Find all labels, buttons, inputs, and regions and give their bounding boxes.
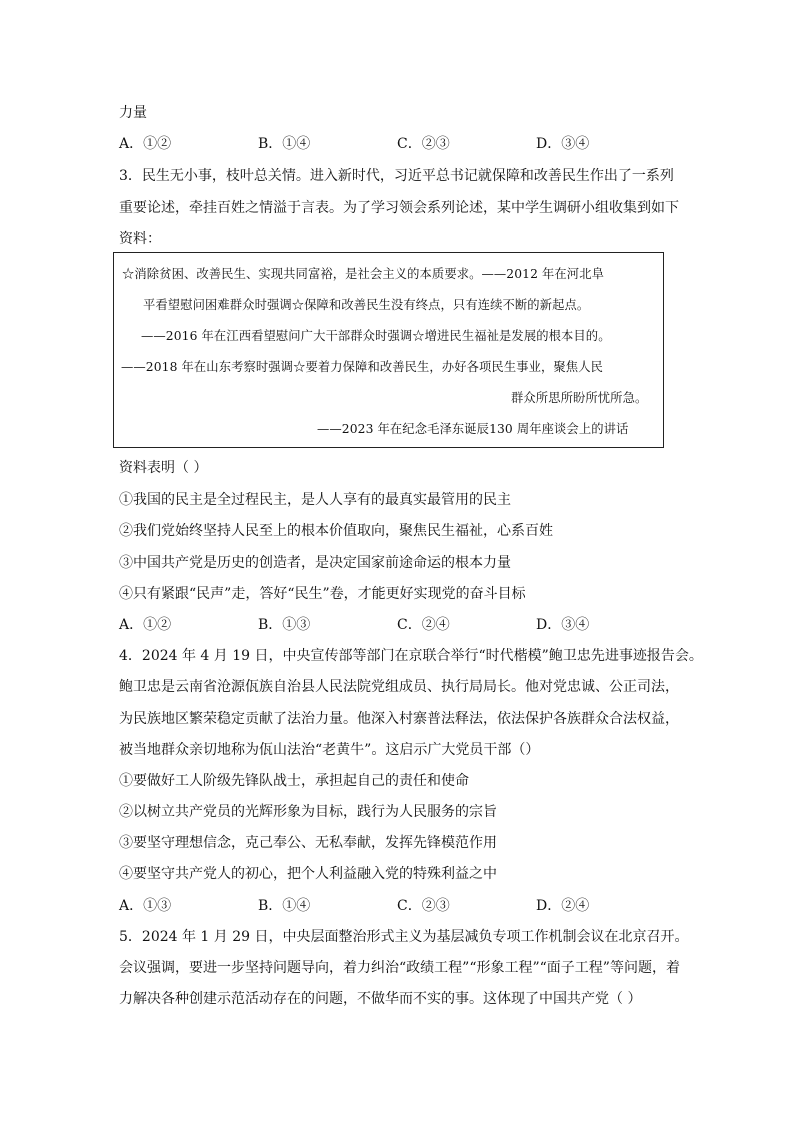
q4-statement: ②以树立共产党员的光辉形象为目标，践行为人民服务的宗旨: [119, 804, 497, 820]
q2-option-c[interactable]: C．②③: [397, 136, 450, 152]
q4-stem-line: 被当地群众亲切地称为佤山法治“老黄牛”。这启示广大党员干部（）: [119, 742, 540, 758]
q2-option-d[interactable]: D．③④: [536, 136, 590, 152]
quote-source: ——2023 年在纪念毛泽东诞辰130 周年座谈会上的讲话: [317, 422, 629, 436]
q5-stem-line: 力解决各种创建示范活动存在的问题，不做华而不实的事。这体现了中国共产党（ ）: [119, 991, 642, 1007]
q3-statement: ①我国的民主是全过程民主，是人人享有的最真实最管用的民主: [119, 492, 511, 508]
quote-box: [113, 252, 664, 448]
q3-statement: ②我们党始终坚持人民至上的根本价值取向，聚焦民生福祉，心系百姓: [119, 523, 553, 539]
q3-option-d[interactable]: D．③④: [536, 617, 590, 633]
quote-line: ——2018 年在山东考察时强调☆要着力保障和改善民生，办好各项民生事业，聚焦人民: [121, 360, 603, 374]
q3-statement: ④只有紧跟“民声”走，答好“民生”卷，才能更好实现党的奋斗目标: [119, 586, 526, 602]
q4-option-a[interactable]: A．①③: [119, 898, 172, 914]
q3-stem-line: 重要论述，牵挂百姓之情溢于言表。为了学习领会系列论述，某中学生调研小组收集到如下: [119, 200, 679, 216]
q3-option-b[interactable]: B．①③: [258, 617, 311, 633]
quote-line: 群众所思所盼所忧所急。: [511, 391, 648, 405]
quote-line: ☆消除贫困、改善民生、实现共同富裕，是社会主义的本质要求。——2012 年在河北阜: [122, 267, 604, 281]
q2-option-b[interactable]: B．①④: [258, 136, 311, 152]
q3-statement: ③中国共产党是历史的创造者，是决定国家前途命运的根本力量: [119, 555, 511, 571]
q3-option-a[interactable]: A．①②: [119, 617, 172, 633]
q4-stem-line: 鲍卫忠是云南省沧源佤族自治县人民法院党组成员、执行局局长。他对党忠诚、公正司法，: [119, 679, 679, 695]
q2-option-a[interactable]: A．①②: [119, 136, 172, 152]
q5-stem-line: 会议强调，要进一步坚持问题导向，着力纠治“政绩工程”“形象工程”“面子工程”等问题，着: [119, 960, 680, 976]
q3-option-c[interactable]: C．②④: [397, 617, 450, 633]
q4-statement: ①要做好工人阶级先锋队战士，承担起自己的责任和使命: [119, 773, 469, 789]
continued-text: 力量: [119, 105, 147, 121]
q4-option-c[interactable]: C．②③: [397, 898, 450, 914]
q4-statement: ③要坚守理想信念，克己奉公、无私奉献，发挥先锋模范作用: [119, 835, 497, 851]
quote-line: ——2016 年在江西看望慰问广大干部群众时强调☆增进民生福祉是发展的根本目的。: [141, 329, 611, 343]
q3-prompt: 资料表明（ ）: [119, 460, 208, 476]
q4-option-d[interactable]: D．②④: [536, 898, 590, 914]
q4-option-b[interactable]: B．①④: [258, 898, 311, 914]
q3-stem-line: 3．民生无小事，枝叶总关情。进入新时代，习近平总书记就保障和改善民生作出了一系列: [119, 168, 674, 184]
quote-line: 平看望慰问困难群众时强调☆保障和改善民生没有终点，只有连续不断的新起点。: [143, 298, 590, 312]
q3-stem-line: 资料：: [119, 231, 161, 247]
q4-statement: ④要坚守共产党人的初心，把个人利益融入党的特殊利益之中: [119, 866, 497, 882]
q4-stem-line: 4．2024 年 4 月 19 日，中央宣传部等部门在京联合举行“时代楷模”鲍卫忠先进事迹报告会。: [119, 648, 703, 664]
q4-stem-line: 为民族地区繁荣稳定贡献了法治力量。他深入村寨普法释法，依法保护各族群众合法权益，: [119, 711, 679, 727]
q5-stem-line: 5．2024 年 1 月 29 日，中央层面整治形式主义为基层减负专项工作机制会议在北京召开。: [119, 929, 689, 945]
